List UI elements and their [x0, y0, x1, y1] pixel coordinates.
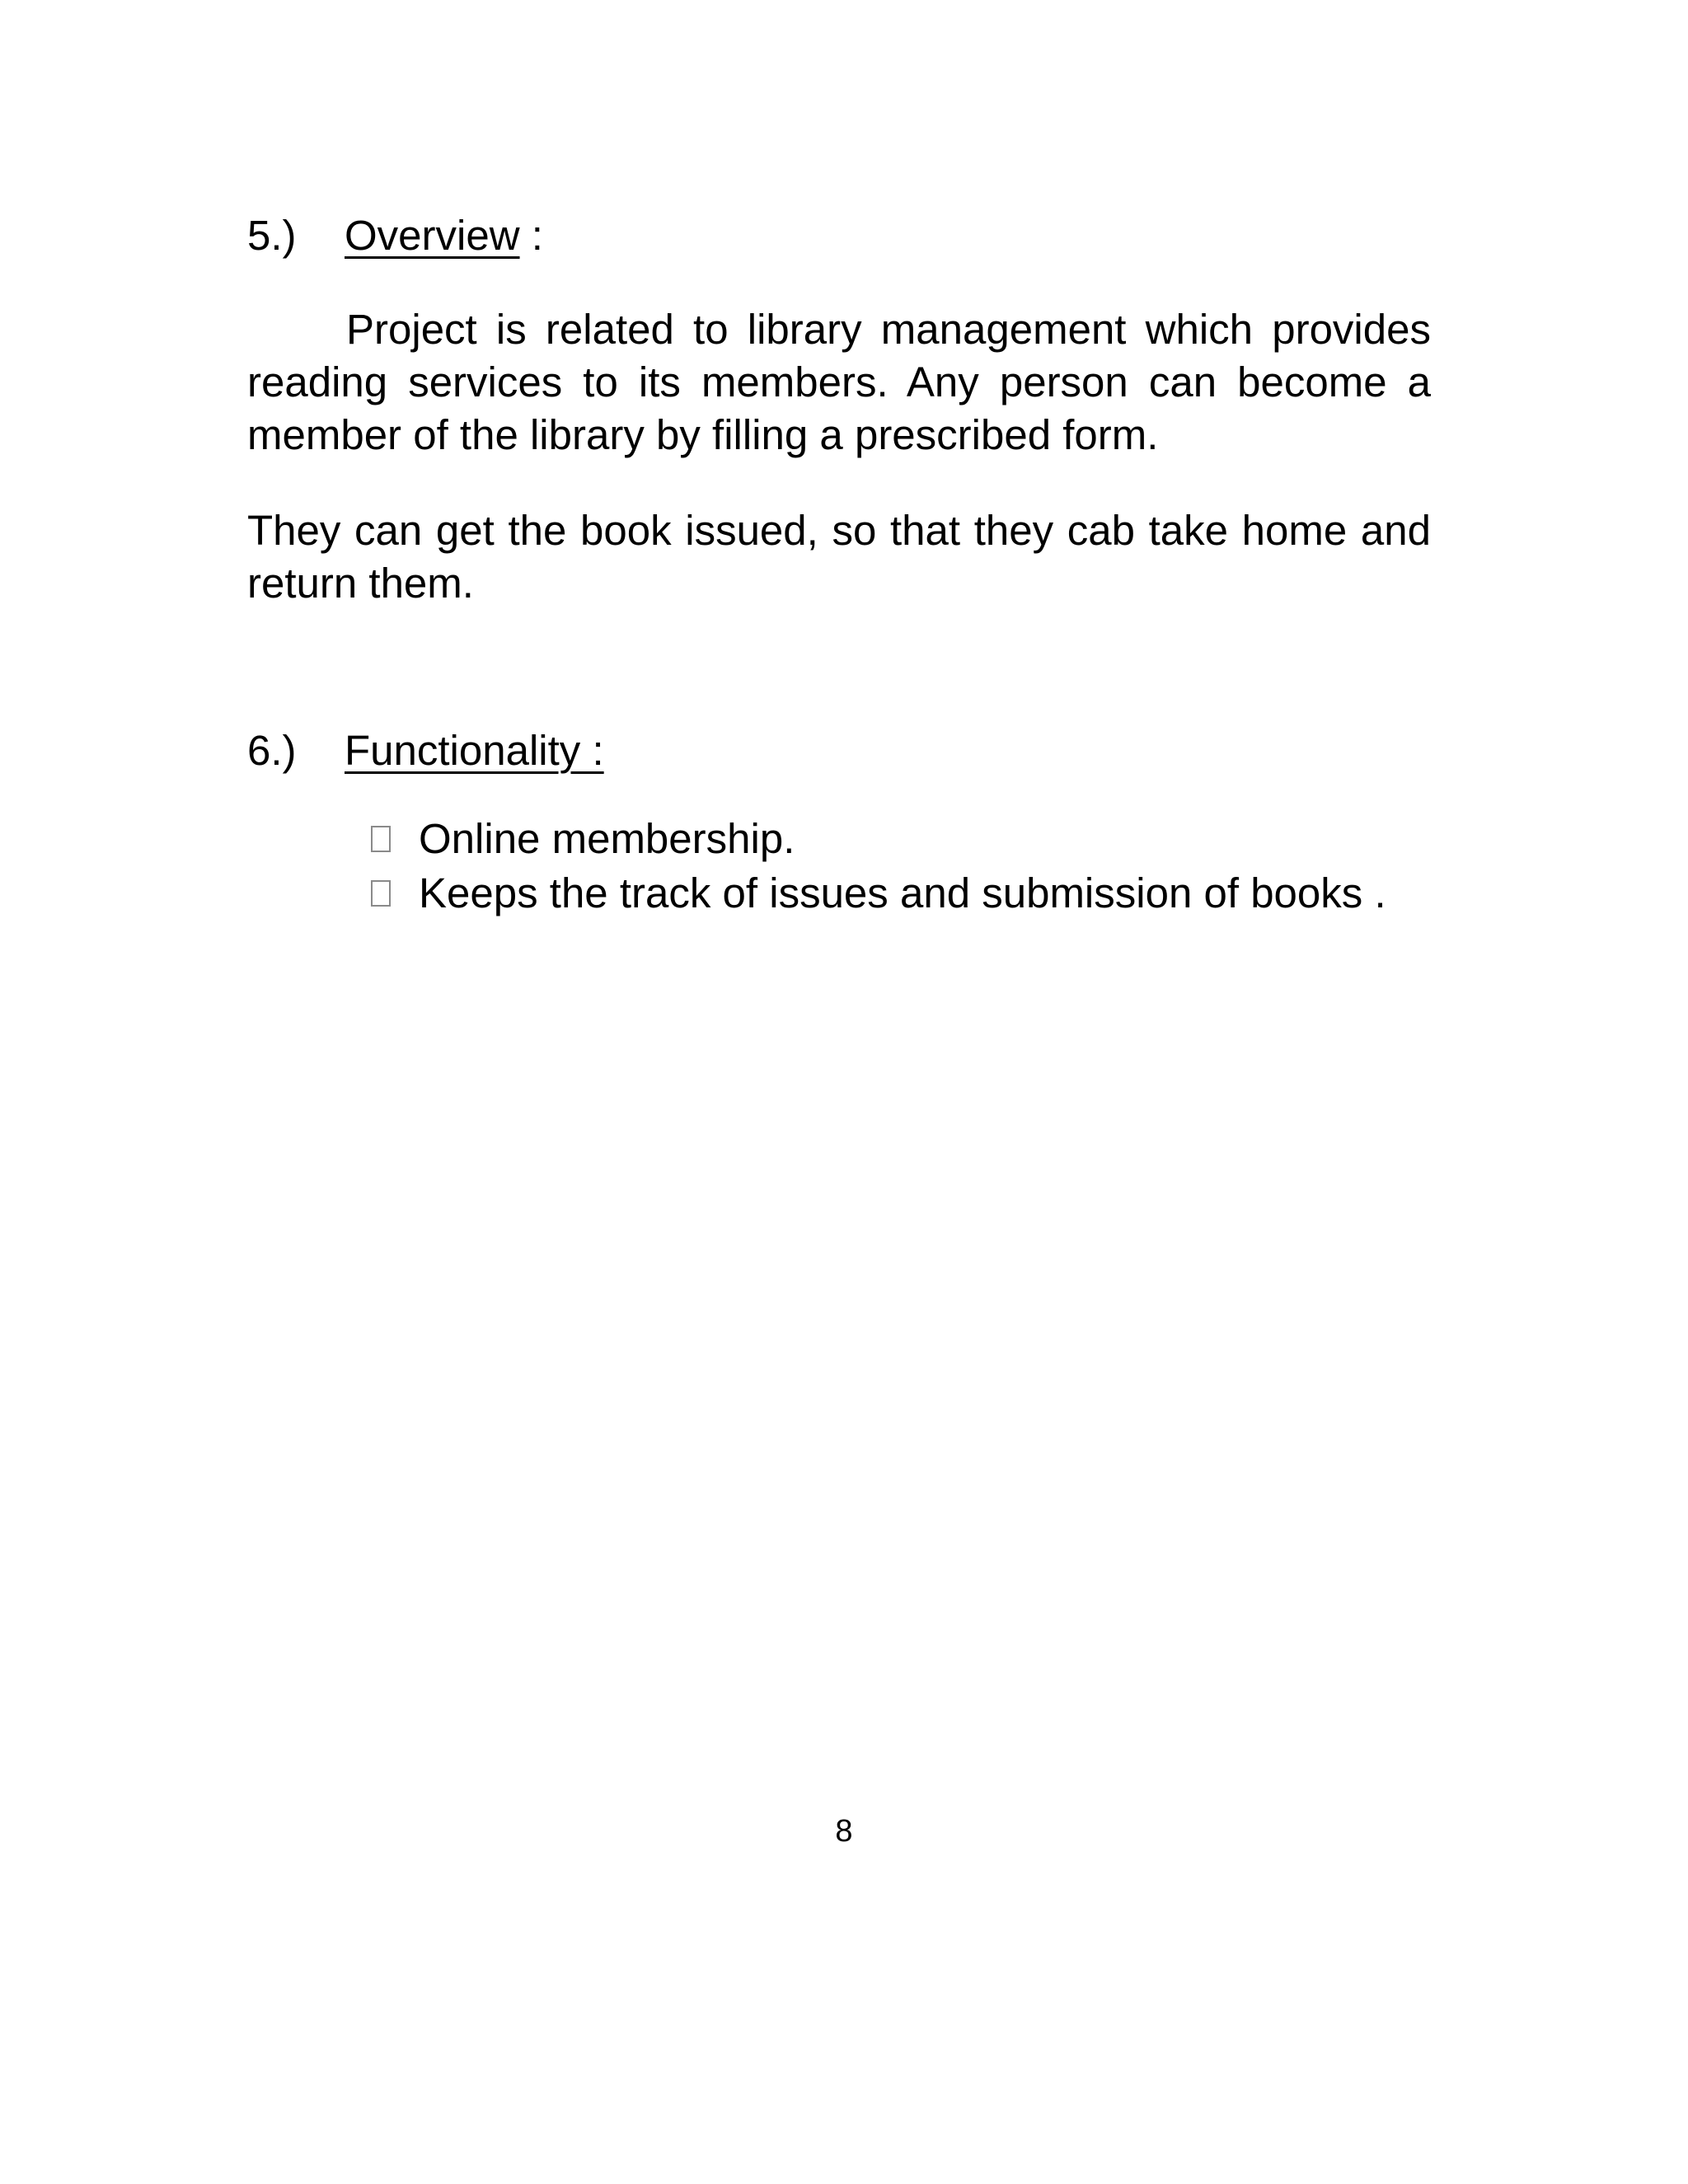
list-item [371, 812, 1386, 866]
section-title: Overview [345, 212, 520, 259]
bullet-box-icon [371, 826, 391, 852]
section-heading-overview [247, 210, 543, 261]
bullet-box-icon [371, 880, 391, 907]
list-item-text: Online membership. [419, 815, 795, 862]
page-number: 8 [835, 1814, 853, 1849]
section-number: 5.) [247, 212, 297, 259]
section-title-suffix: : [519, 212, 543, 259]
section-title: Functionality : [345, 727, 604, 774]
overview-paragraph-2: They can get the book issued, so that they cab take home and return them. [247, 507, 1431, 607]
list-item [371, 866, 1386, 921]
section-number: 6.) [247, 727, 297, 774]
list-item-text: Keeps the track of issues and submission of books . [419, 869, 1386, 916]
functionality-list [371, 812, 1386, 921]
overview-paragraph-1: Project is related to library management which provides reading services to its members. Any person can become a member of the library by filling a prescribed form. [247, 306, 1431, 458]
section-heading-functionality [247, 725, 604, 776]
